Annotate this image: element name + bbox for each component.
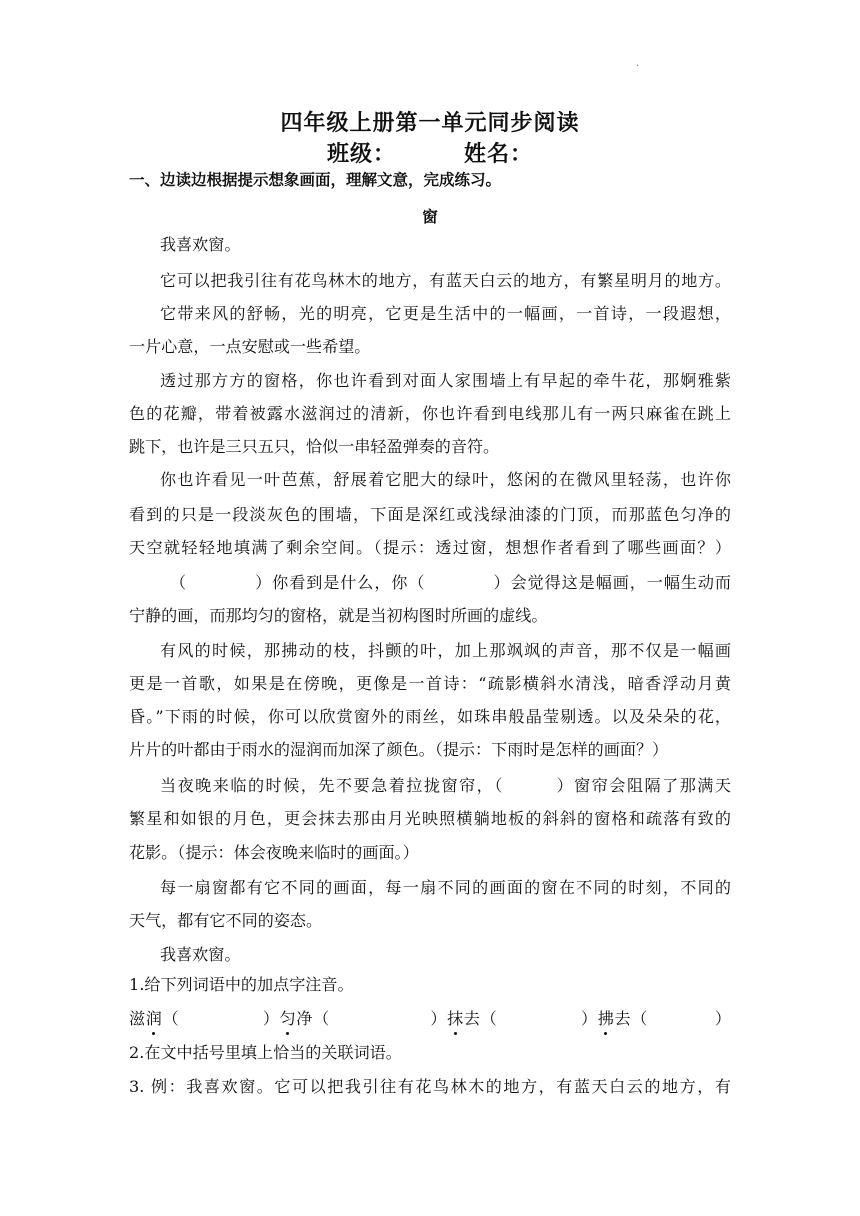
passage-line: 当夜晚来临的时候，先不要急着拉拢窗帘，（ ）窗帘会阻隔了那满天: [160, 776, 731, 795]
passage-line: 我喜欢窗。: [160, 945, 241, 964]
passage-line: 色的花瓣，带着被露水滋润过的清新，你也许看到电线那儿有一两只麻雀在跳上: [129, 404, 731, 423]
corner-mark: .: [636, 58, 640, 69]
passage-line: 花影。（提示：体会夜晚来临时的画面。）: [129, 843, 419, 862]
word-fuqu: 拂去（ ）: [598, 1009, 731, 1028]
passage-line: 天气，都有它不同的姿态。: [129, 911, 323, 930]
word-moqu: 抹去（ ）: [447, 1009, 598, 1028]
worksheet-title: 四年级上册第一单元同步阅读: [280, 111, 580, 136]
class-label: 班级：: [326, 142, 396, 167]
name-label: 姓名：: [464, 142, 534, 167]
passage-line: 你也许看见一叶芭蕉，舒展着它肥大的绿叶，悠闲的在微风里轻荡，也许你: [160, 470, 731, 489]
answer-blank[interactable]: （ ）: [161, 1009, 280, 1028]
question-1-words: [129, 1007, 731, 1031]
passage-line: 我喜欢窗。: [160, 235, 241, 254]
passage-line: 它带来风的舒畅，光的明亮，它更是生活中的一幅画，一首诗，一段遐想，: [160, 304, 731, 323]
section-heading: 一、边读边根据提示想象画面，理解文意，完成练习。: [129, 171, 502, 189]
question-2: 2.在文中括号里填上恰当的关联词语。: [129, 1043, 402, 1062]
passage-line: 跳下，也许是三只五只，恰似一串轻盈弹奏的音符。: [129, 437, 500, 456]
word-ziyun: 滋润（ ）: [129, 1009, 280, 1028]
passage-line: 片片的叶都由于雨水的湿润而加深了颜色。（提示：下雨时是怎样的画面？）: [129, 740, 669, 759]
answer-blank[interactable]: （ ）: [313, 1009, 448, 1028]
passage-line: 更是一首歌，如果是在傍晚，更像是一首诗：“疏影横斜水清浅，暗香浮动月黄: [129, 674, 731, 693]
answer-blank[interactable]: （ ）: [480, 1009, 598, 1028]
question-1: 1.给下列词语中的加点字注音。: [129, 975, 354, 994]
passage-line: 每一扇窗都有它不同的画面，每一扇不同的画面的窗在不同的时刻，不同的: [160, 878, 731, 897]
word-yunjing: 匀净（ ）: [280, 1009, 447, 1028]
passage-line: 昏。”下雨的时候，你可以欣赏窗外的雨丝，如珠串般晶莹剔透。以及朵朵的花，: [129, 707, 731, 726]
student-info-line: [0, 137, 860, 168]
answer-blank[interactable]: （ ）: [631, 1009, 732, 1028]
passage-line: 看到的只是一段淡灰色的围墙，下面是深红或浅绿油漆的门顶，而那蓝色匀净的: [129, 505, 731, 524]
passage-line: 天空就轻轻地填满了剩余空间。（提示：透过窗，想想作者看到了哪些画面？）: [129, 538, 731, 557]
question-3: 3. 例：我喜欢窗。它可以把我引往有花鸟林木的地方，有蓝天白云的地方，有: [129, 1077, 731, 1096]
passage-line: 它可以把我引往有花鸟林木的地方，有蓝天白云的地方，有繁星明月的地方。: [160, 271, 731, 290]
passage-line: 透过那方方的窗格，你也许看到对面人家围墙上有早起的牵牛花，那婀雅紫: [160, 371, 731, 390]
passage-line: 繁星和如银的月色，更会抹去那由月光映照横躺地板的斜斜的窗格和疏落有致的: [129, 809, 731, 828]
passage-line: 有风的时候，那拂动的枝，抖颤的叶，加上那飒飒的声音，那不仅是一幅画: [160, 641, 731, 660]
passage-line: （ ）你看到是什么，你（ ）会觉得这是幅画，一幅生动而: [170, 573, 731, 592]
passage-title: 窗: [422, 208, 438, 226]
passage-line: 宁静的画，而那均匀的窗格，就是当初构图时所画的虚线。: [129, 606, 548, 625]
passage-line: 一片心意，一点安慰或一些希望。: [129, 337, 371, 356]
